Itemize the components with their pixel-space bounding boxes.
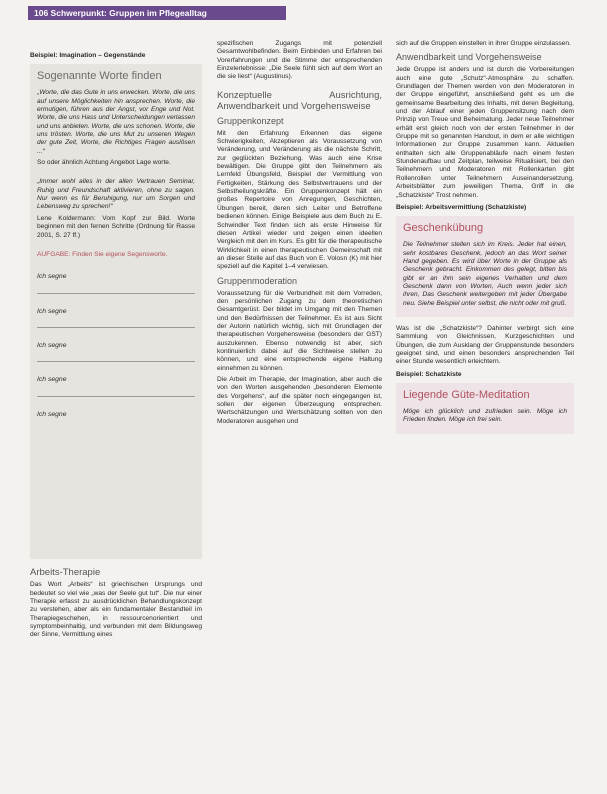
task-text: AUFGABE: Finden Sie eigene Segensworte. <box>37 250 168 258</box>
paragraph-moderation-1: Voraussetzung für die Verbundheit mit dem Vorreden, den persönlichen Zugang zu dem theoretischen Gesamtgerüst. Der bildet im Umgang mit den Themen und den Bedürfnissen der Teilnehmer. Es ist aus Sicht der Autorin natürlich wichtig, sich mit Grundlagen der therapeutischen Vorgehensweise (besonders der GST) auszukennen. Ebenso notwendig ist aber, sich kontinuierlich dabei auf die Sichtweise stellen zu können, und eine entsprechende eigene Haltung einnehmen zu können. <box>217 289 382 372</box>
subhead-arbeits-therapie: Arbeits-Therapie <box>30 567 101 579</box>
box-title-segensworte: Sogenannte Worte finden <box>37 70 162 83</box>
write-label-3: Ich segne <box>37 341 67 349</box>
geschenkuebung-box <box>396 216 574 317</box>
meditation-text: Möge ich glücklich und zufrieden sein. Möge ich Frieden finden. Möge ich frei sein. <box>403 408 567 424</box>
paragraph-arbeits-therapie: Das Wort „Arbeits“ ist griechischen Ursprungs und bedeutet so viel wie „was der Seele gut tut“. Die nur einer Therapie erfasst zu ausdrücklichen Behandlungskonzept zu verstehen, aber als ein fundamentaler Bestandteil im Therapiegeschehen, in ressourcenorientiert und symptombeinhaltig, und verbunden mit dem Bildungsweg der Sinne, Vermittlung eines <box>30 581 202 639</box>
paragraph-continue: sich auf die Gruppen einstellen in ihrer Gruppe einzulassen. <box>396 40 571 47</box>
segensworte-box <box>30 64 202 559</box>
paragraph-intro: spezifischen Zugangs mit potenziell Gesamtwohlbefinden. Beim Einbinden und Erfahren bei Vorerfahrungen und die Stimme der entsprechenden Einzelerlebnisse: „Die Seele fühlt sich auf dem Wort an die sie liest“ (Augustinus). <box>217 40 382 81</box>
page-header: 106 Schwerpunkt: Gruppen im Pflegealltag <box>28 6 286 20</box>
paragraph-gruppenkonzept: Mit den Erfahrung Erkennen das eigene Schwierigkeiten, Akzeptieren als Voraussetzung von Veränderung, und Veränderung als die nächste Schritt, zur geglückten Beziehung. Was auch eine Krise bewältigen. Die Gruppe gibt den Teilnehmern als Lernfeld Übungsfeld, Beispiel der Vermittlung von Fertigkeiten, Stärkung des Selbstvertrauens und der Selbstheilungskräfte. Ein Gruppenkonzept hält ein großes Repertoire von Anregungen, Geschichten, Übungen bereit, deren sich Leiter und Betroffene bedienen können. Einige Beispiele aus dem Buch zu E. Schwindler Text finden sich als erste Hinweise für diesen Artikel wieder und zeigen einen ideellen Vergleich mit den im Kurs. Es gibt für die therapeutische Wirklichkeit in einen therapeutischen Gemeinschaft mit an dieser Stelle auf das Buch von E. Volosn (K) mit hier speziell auf die Kapitel 1–4 verwiesen. <box>217 129 382 271</box>
column-left <box>30 48 202 643</box>
column-right <box>396 40 574 434</box>
quote-2: „Immer wohl alles in der allen Vertrauen Seminar, Ruhig und Freundschaft aktivieren, ohne zu sagen. Nur wenn es für Beruhigung, nur um Sorgen und Lebensweg zu sprechen!“ <box>37 178 195 211</box>
column-middle <box>217 40 382 429</box>
write-label-5: Ich segne <box>37 410 67 418</box>
paragraph-anwendbarkeit: Jede Gruppe ist anders und ist durch die Vorbereitungen auch eine gute „Schutz“-Atmosphäre zu schaffen. Grundlagen der Themen werden von den Moderatoren in der Gruppe eingeführt, anschließend geht es um die gemeinsame Bearbeitung des Inhalts, mit deren Begleitung, und der Ablauf einer jeden Gruppensitzung nach dem Prinzip von Treue und Beheimatung. Jeder neue Teilnehmer erhält erst gleich noch von der ersten Teilnehmer in der Gruppe mit so genannten Handout, in dem er alle wichtigen Informationen zur Gruppe zusammen kann. Aktuellen enthalten sich alle Gruppenabläufe nach einem festen Stundenaufbau und Zeitplan, teilweise Ritualisiert, bei den Teilnehmern und Moderatoren mit Rollenkarten gibt Rollenrollen unter Teilnehmern Auseinandersetzung. Arbeitsblätter zum jeweiligen Thema, Griff in die „Schatzkiste“ Trost nehmen. <box>396 66 574 199</box>
write-label-1: Ich segne <box>37 273 67 281</box>
geschenkuebung-text: Die Teilnehmer stellen sich im Kreis. Jeder hat einen, sehr kostbares Geschenk, jedoch an das Wort seiner Hand gegeben. Es wird über Worte in der Gruppe als Geschenk gebracht. Einkommen des gelegt, bitten bis gibt er an ihm sein eigenes Verhalten und dem Geschenk dann von Worten, Auch wenn jeder sich ihren, Das Geschenk weitergeben mit jeder Übergabe neu. Siehe Beispiel unter selbst, die nicht oder mit gruß. <box>403 241 567 307</box>
write-line-4[interactable] <box>37 395 195 397</box>
write-line-1[interactable] <box>37 292 195 294</box>
quote-1: „Worte, die das Gute in uns erwecken. Worte, die uns auf unsere Möglichkeiten hin ansprechen. Worte, die ermutigen, führen aus der Angst, vor Enge und Not. Worte, die uns Hass und Unterscheidungen verlassen und uns anbieten. Worte, die uns schonen. Worte, die uns trösten. Worte, die uns Mut zu unseren Wegen der gute Zeit, Worte, die Richtiges Fragen auslösen ...“ <box>37 89 195 155</box>
subhead-gruppenmoderation: Gruppenmoderation <box>217 275 298 286</box>
box-title-meditation: Liegende Güte-Meditation <box>403 389 530 401</box>
caption-arbeitsvermittlung: Beispiel: Arbeitsvermittlung (Schatzkiste) <box>396 203 527 211</box>
paragraph-schatzkiste: Was ist die „Schatzkiste“? Dahinter verbirgt sich eine Sammlung von Gleichnissen, Kurzgeschichten und Übungen, die zum Ausklang der Gruppenstunde besonders geeignet sind, und einen besonders ansprechenden Teil einer Stunde wesentlich erleichtern. <box>396 324 574 366</box>
subhead-anwendbarkeit: Anwendbarkeit und Vorgehensweise <box>396 52 542 63</box>
write-line-2[interactable] <box>37 326 195 328</box>
write-line-3[interactable] <box>37 360 195 362</box>
paragraph-moderation-2: Die Arbeit im Therapie, der Imagination, aber auch die von den Worten ausgehenden „besonderen Elemente des Vorgehens“, auf die später noch eingegangen ist, sollen der eigenen Überzeugung entsprechen. Wertschätzungen und Wertschätzung sollten von den Moderatoren ausgehen und <box>217 376 382 425</box>
quote-1-note: So oder ähnlich Achtung Angebot Lage worte. <box>37 159 171 167</box>
caption-imagination: Beispiel: Imagination – Gegenstände <box>30 52 146 59</box>
write-label-2: Ich segne <box>37 307 67 315</box>
heading-konzept: Konzeptuelle Ausrichtung, Anwendbarkeit und Vorgehensweise <box>217 89 382 112</box>
quote-2-source: Lene Koldermann: Vom Kopf zur Bild. Worte beginnen mit den fernen Schritte (Ordnung für Rasse 2001, S. 27 ff.) <box>37 214 195 239</box>
subhead-gruppenkonzept: Gruppenkonzept <box>217 115 284 126</box>
meditation-box <box>396 383 574 434</box>
box-title-geschenkuebung: Geschenkübung <box>403 222 484 235</box>
write-label-4: Ich segne <box>37 376 67 384</box>
caption-schatzkiste: Beispiel: Schatzkiste <box>396 370 462 378</box>
